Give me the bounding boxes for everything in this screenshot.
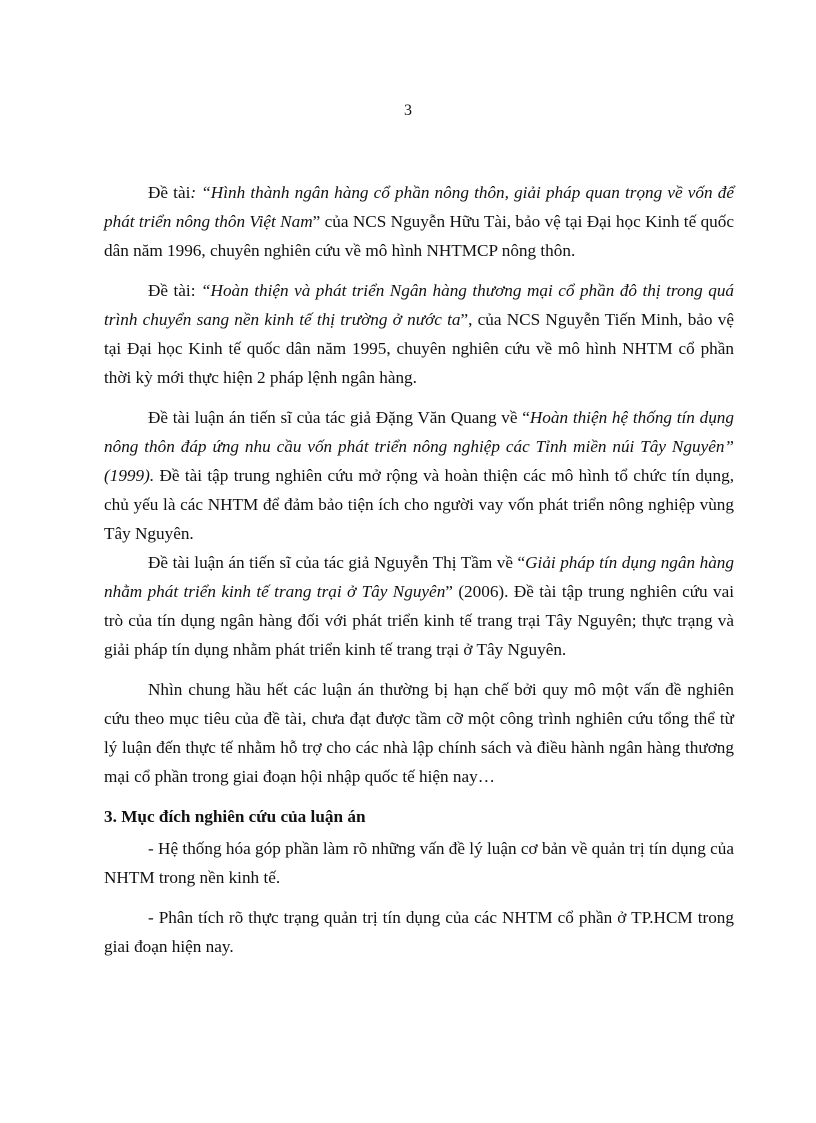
- paragraph-4: [104, 548, 734, 664]
- bullet-2: - Phân tích rõ thực trạng quản trị tín dụng của các NHTM cổ phần ở TP.HCM trong giai đoạn hiện nay.: [104, 908, 734, 956]
- paragraph-3: [104, 403, 734, 548]
- paragraph-4-text-b: ” (2006). Đề tài tập trung nghiên cứu vai trò của tín dụng ngân hàng đối với phát triển kinh tế trang trại Tây Nguyên; thực trạng và giải pháp tín dụng nhằm phát triển kinh tế trang trại ở Tây Nguyên.: [104, 582, 735, 659]
- paragraph-1-title: : “Hình thành ngân hàng cổ phần nông thôn, giải pháp quan trọng về vốn để phát triển nông thôn Việt Nam: [104, 183, 734, 231]
- document-body: [104, 178, 734, 961]
- paragraph-2: [104, 276, 734, 392]
- bullet-1: - Hệ thống hóa góp phần làm rõ những vấn đề lý luận cơ bản về quản trị tín dụng của NHTM trong nền kinh tế.: [104, 839, 734, 887]
- paragraph-2-title: “Hoàn thiện và phát triển Ngân hàng thương mại cổ phần đô thị trong quá trình chuyển sang nền kinh tế thị trường ở nước ta: [104, 281, 735, 329]
- section-heading: 3. Mục đích nghiên cứu của luận án: [104, 807, 366, 826]
- paragraph-5: Nhìn chung hầu hết các luận án thường bị hạn chế bởi quy mô một vấn đề nghiên cứu theo mục tiêu của đề tài, chưa đạt được tầm cỡ một công trình nghiên cứu tổng thể từ lý luận đến thực tế nhằm hỗ trợ cho các nhà lập chính sách và điều hành ngân hàng thương mại cổ phần trong giai đoạn hội nhập quốc tế hiện nay…: [104, 680, 734, 786]
- paragraph-4-text-a: Đề tài luận án tiến sĩ của tác giả Nguyễn Thị Tầm về “: [148, 553, 526, 572]
- paragraph-1: [104, 178, 734, 265]
- paragraph-2-text-b: ”, của NCS Nguyễn Tiến Minh, bảo vệ tại Đại học Kinh tế quốc dân năm 1995, chuyên nghiên cứu về mô hình NHTM cổ phần thời kỳ mới thực hiện 2 pháp lệnh ngân hàng.: [104, 310, 734, 387]
- paragraph-1-text-b: ” của NCS Nguyễn Hữu Tài, bảo vệ tại Đại học Kinh tế quốc dân năm 1996, chuyên nghiên cứu về mô hình NHTMCP nông thôn.: [104, 212, 734, 260]
- paragraph-1-text-a: Đề tài: [148, 183, 191, 202]
- paragraph-3-title: Hoàn thiện hệ thống tín dụng nông thôn đáp ứng nhu cầu vốn phát triển nông nghiệp các Tỉnh miền núi Tây Nguyên” (1999).: [104, 408, 734, 485]
- paragraph-3-text-b: Đề tài tập trung nghiên cứu mở rộng và hoàn thiện các mô hình tổ chức tín dụng, chủ yếu là các NHTM để đảm bảo tiện ích cho người vay vốn phát triển nông nghiệp vùng Tây Nguyên.: [104, 466, 734, 543]
- page-number: 3: [404, 102, 412, 119]
- paragraph-4-title: Giải pháp tín dụng ngân hàng nhằm phát triển kinh tế trang trại ở Tây Nguyên: [104, 553, 734, 601]
- paragraph-3-text-a: Đề tài luận án tiến sĩ của tác giả Đặng Văn Quang về “: [148, 408, 530, 427]
- paragraph-2-text-a: Đề tài:: [148, 281, 201, 300]
